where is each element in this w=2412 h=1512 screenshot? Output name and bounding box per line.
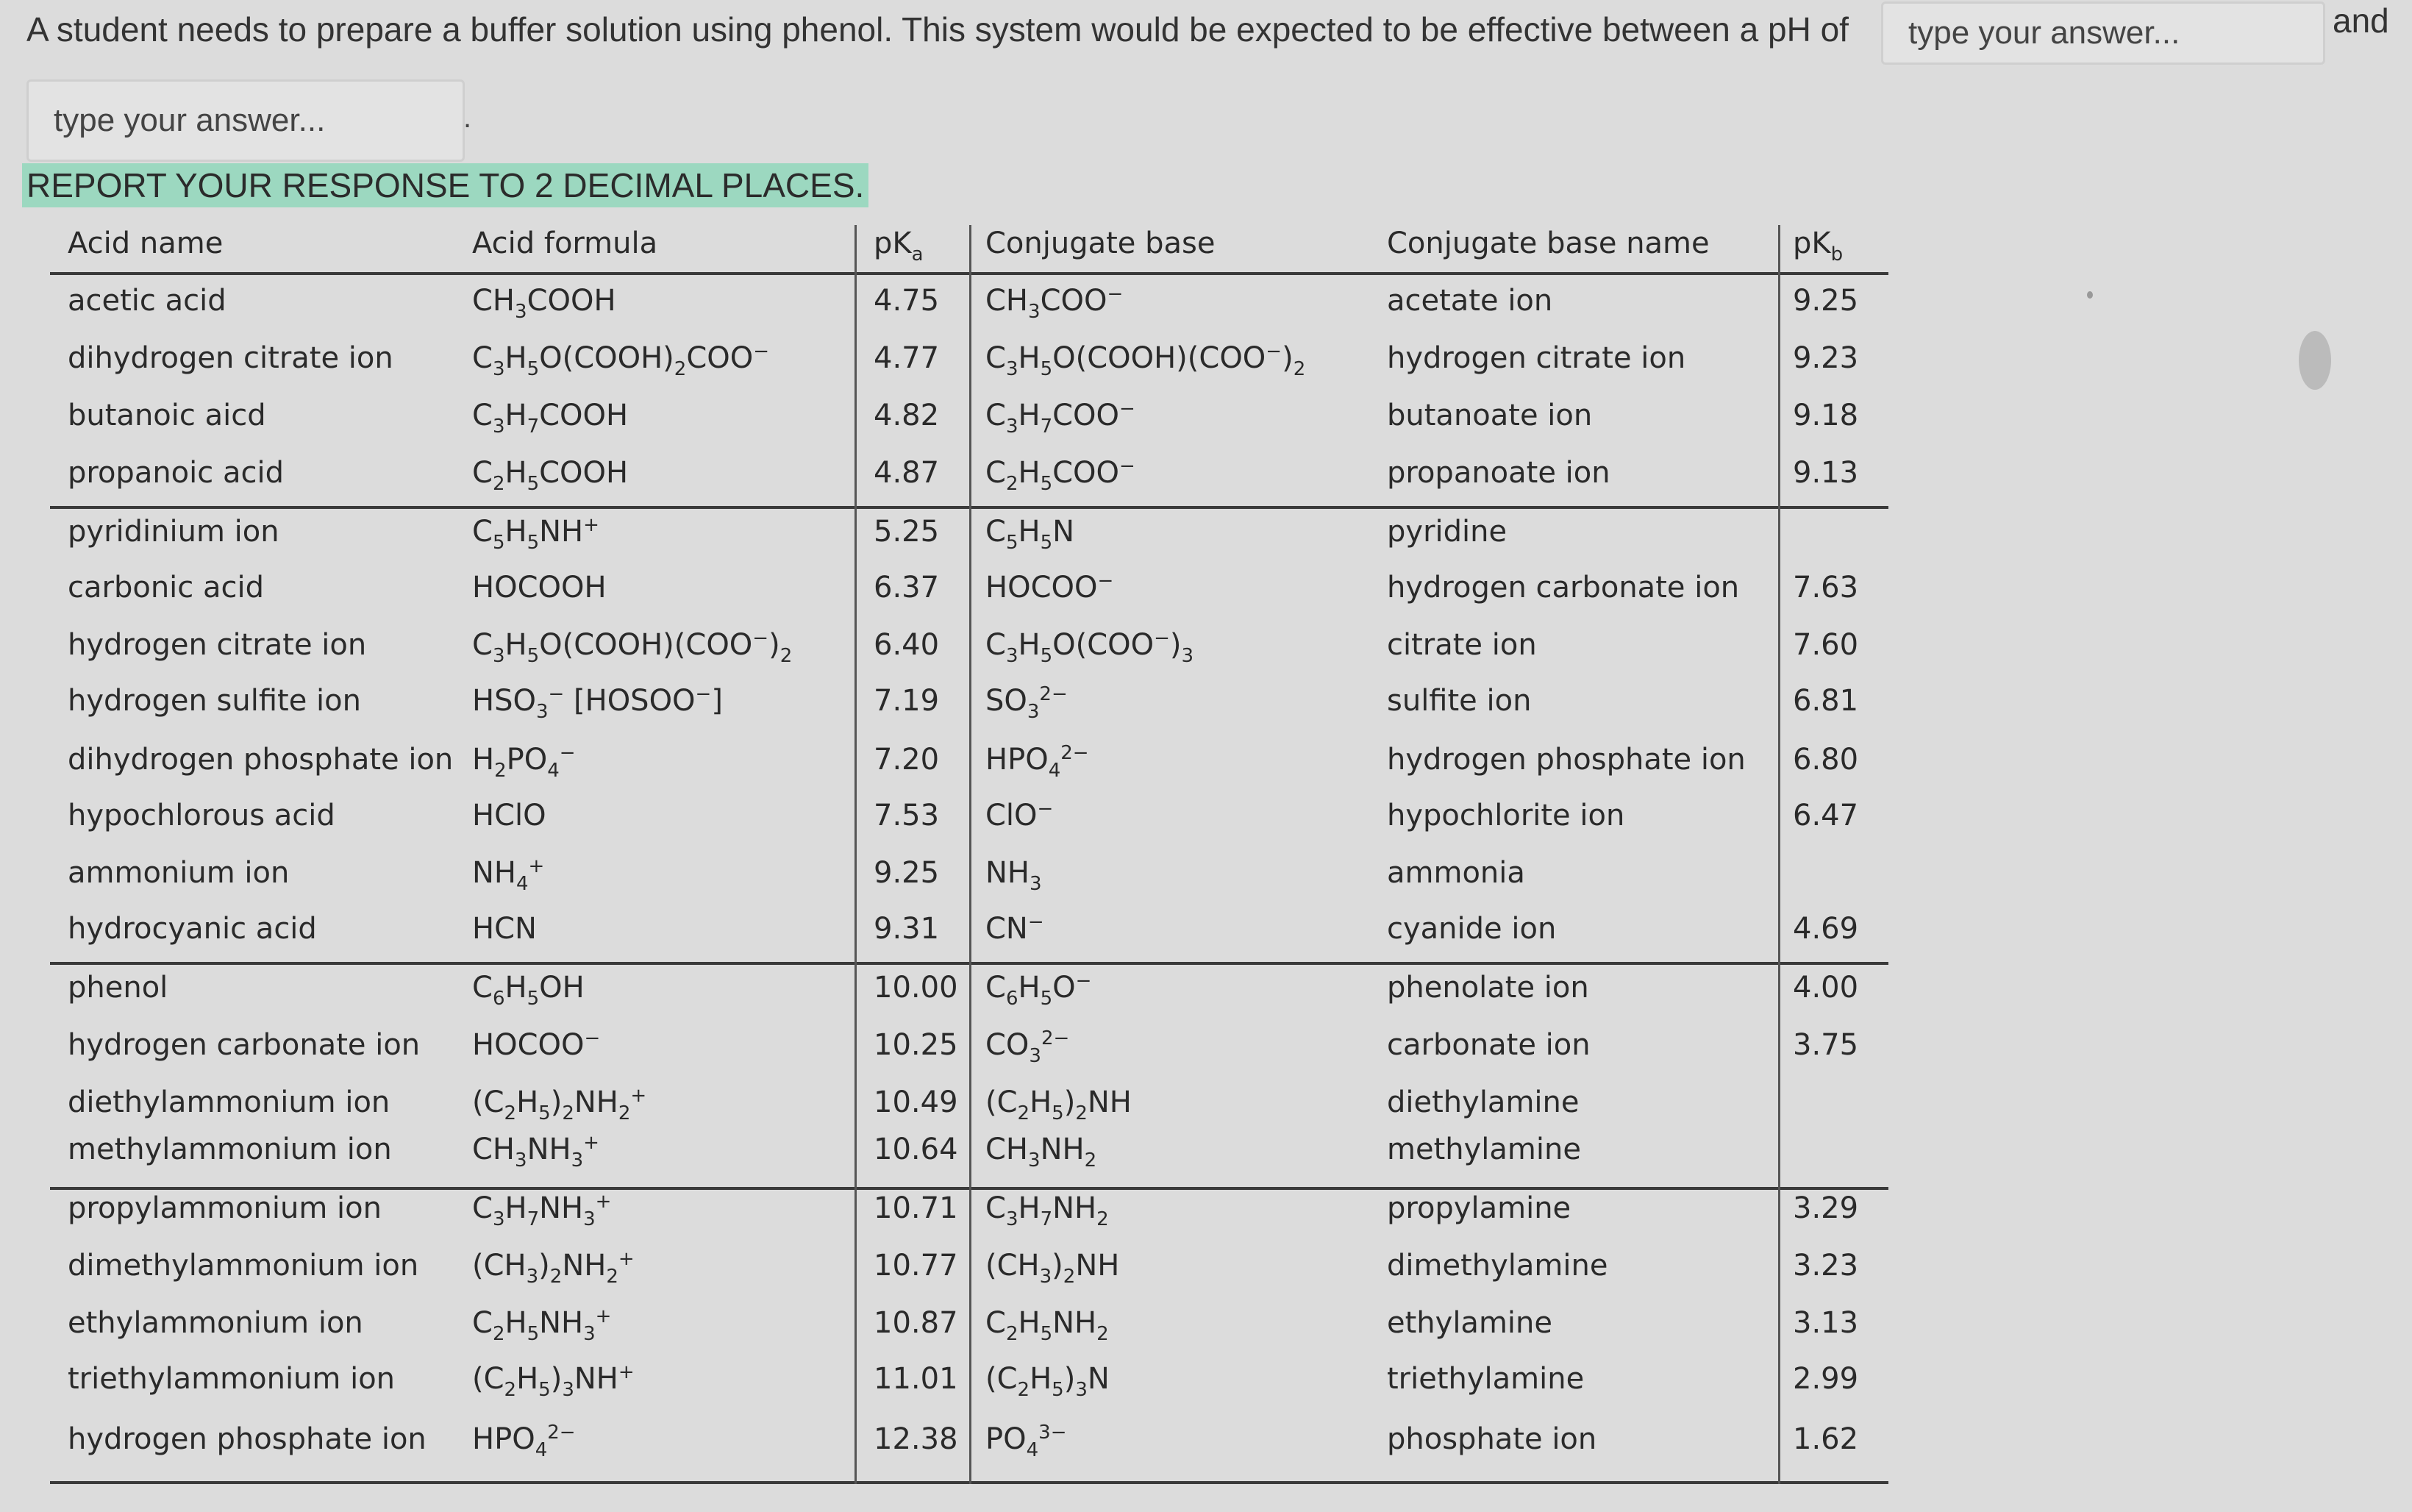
- acid-formula-cell: $CH_3NH_3^+$: [472, 1132, 599, 1172]
- ph-upper-answer-input[interactable]: [26, 79, 465, 162]
- pkb-cell: 7.60: [1793, 628, 1859, 662]
- ph-lower-answer-input[interactable]: [1881, 1, 2325, 65]
- conjugate-base-cell: $PO_4^{3-}$: [985, 1422, 1067, 1461]
- question-prompt: A student needs to prepare a buffer solution using phenol. This system would be expected to be effective between a pH of: [26, 10, 1849, 49]
- conjugate-base-name-cell: acetate ion: [1387, 284, 1553, 318]
- conjugate-base-name-cell: ammonia: [1387, 856, 1525, 890]
- conjugate-base-name-cell: pyridine: [1387, 515, 1508, 549]
- column-divider: [1778, 225, 1780, 1484]
- pka-cell: 6.37: [874, 571, 940, 605]
- acid-formula-cell: HCN: [472, 912, 537, 946]
- acid-name-cell: carbonic acid: [68, 571, 264, 605]
- pkb-cell: 4.69: [1793, 912, 1859, 946]
- pkb-cell: 7.63: [1793, 571, 1859, 605]
- acid-formula-cell: $HPO_4^{2-}$: [472, 1422, 576, 1461]
- conjugate-base-cell: $C_3H_5O(COO^-)_3$: [985, 627, 1194, 667]
- instruction-highlight: REPORT YOUR RESPONSE TO 2 DECIMAL PLACES.: [22, 163, 868, 207]
- pka-cell: 10.49: [874, 1085, 958, 1119]
- conjugate-base-cell: $C_5H_5N$: [985, 515, 1075, 554]
- conjugate-base-cell: $(CH_3)_2NH$: [985, 1249, 1120, 1288]
- pkb-cell: 9.18: [1793, 399, 1859, 432]
- conjugate-base-cell: $(C_2H_5)_3N$: [985, 1362, 1110, 1401]
- conjugate-base-name-cell: citrate ion: [1387, 628, 1537, 662]
- acid-name-cell: dihydrogen phosphate ion: [68, 743, 454, 777]
- conjugate-base-name-cell: hydrogen carbonate ion: [1387, 571, 1740, 605]
- pka-cell: 4.77: [874, 341, 940, 375]
- acid-name-cell: hydrogen phosphate ion: [68, 1422, 427, 1456]
- pka-cell: 10.71: [874, 1191, 958, 1225]
- acid-formula-cell: $CH_3COOH$: [472, 284, 616, 323]
- acid-name-cell: phenol: [68, 971, 168, 1005]
- acid-name-cell: diethylammonium ion: [68, 1085, 390, 1119]
- acid-name-cell: methylammonium ion: [68, 1133, 392, 1166]
- conjugate-base-name-cell: hydrogen citrate ion: [1387, 341, 1686, 375]
- acid-formula-cell: $(CH_3)_2NH_2^+$: [472, 1248, 635, 1288]
- conjugate-base-cell: $CH_3NH_2$: [985, 1133, 1097, 1172]
- acid-name-cell: hypochlorous acid: [68, 799, 335, 832]
- pka-cell: 10.77: [874, 1249, 958, 1283]
- acid-name-cell: propanoic acid: [68, 456, 284, 490]
- acid-formula-cell: $C_2H_5NH_3^+$: [472, 1305, 612, 1345]
- conjugate-base-cell: $CH_3COO^-$: [985, 283, 1124, 323]
- acid-name-cell: hydrogen citrate ion: [68, 628, 367, 662]
- acid-formula-cell: $H_2PO_4^-$: [472, 742, 576, 782]
- acid-formula-cell: HClO: [472, 799, 546, 832]
- header-acid-formula: Acid formula: [472, 227, 658, 260]
- pkb-cell: 1.62: [1793, 1422, 1859, 1456]
- header-pkb: $pK_b$: [1793, 227, 1844, 265]
- acid-name-cell: hydrocyanic acid: [68, 912, 317, 946]
- conjugate-base-cell: $C_2H_5NH_2$: [985, 1306, 1109, 1345]
- conjugate-base-cell: $C_3H_5O(COOH)(COO^-)_2$: [985, 340, 1306, 380]
- conjugate-base-name-cell: triethylamine: [1387, 1362, 1585, 1396]
- pka-cell: 9.25: [874, 856, 940, 890]
- acid-name-cell: propylammonium ion: [68, 1191, 382, 1225]
- acid-name-cell: butanoic aicd: [68, 399, 266, 432]
- pka-cell: 9.31: [874, 912, 940, 946]
- acid-name-cell: triethylammonium ion: [68, 1362, 396, 1396]
- acid-formula-cell: HOCOO−: [472, 1027, 601, 1062]
- pka-cell: 4.75: [874, 284, 940, 318]
- pkb-cell: 9.13: [1793, 456, 1859, 490]
- pkb-cell: 4.00: [1793, 971, 1859, 1005]
- header-conj-base-name: Conjugate base name: [1387, 227, 1710, 260]
- conjugate-base-cell: $C_3H_7NH_2$: [985, 1191, 1109, 1230]
- pka-cell: 4.87: [874, 456, 940, 490]
- acid-formula-cell: $C_6H_5OH$: [472, 971, 585, 1010]
- pka-cell: 10.25: [874, 1028, 958, 1062]
- conjugate-base-name-cell: dimethylamine: [1387, 1249, 1608, 1283]
- pkb-cell: 3.75: [1793, 1028, 1859, 1062]
- pka-cell: 4.82: [874, 399, 940, 432]
- conjugate-base-name-cell: hydrogen phosphate ion: [1387, 743, 1746, 777]
- conjugate-base-name-cell: propanoate ion: [1387, 456, 1610, 490]
- conjugate-base-name-cell: sulfite ion: [1387, 684, 1532, 718]
- conjugate-base-name-cell: propylamine: [1387, 1191, 1571, 1225]
- pka-cell: 7.19: [874, 684, 940, 718]
- pka-cell: 6.40: [874, 628, 940, 662]
- conjugate-base-cell: $HPO_4^{2-}$: [985, 742, 1089, 782]
- conjugate-base-cell: $(C_2H_5)_2NH$: [985, 1085, 1132, 1124]
- pkb-cell: 2.99: [1793, 1362, 1859, 1396]
- acid-formula-cell: $C_3H_7COOH$: [472, 399, 629, 438]
- pka-cell: 7.20: [874, 743, 940, 777]
- sentence-period: .: [463, 101, 472, 134]
- conjugate-base-name-cell: ethylamine: [1387, 1306, 1552, 1340]
- acid-formula-cell: $C_2H_5COOH$: [472, 456, 629, 495]
- pkb-cell: 6.80: [1793, 743, 1859, 777]
- pkb-cell: 9.23: [1793, 341, 1859, 375]
- acid-formula-cell: HOCOOH: [472, 571, 607, 605]
- conjugate-base-cell: $NH_3$: [985, 856, 1042, 895]
- conjugate-base-name-cell: butanoate ion: [1387, 399, 1593, 432]
- conjugate-base-cell: $C_2H_5COO^-$: [985, 455, 1135, 495]
- acid-name-cell: dimethylammonium ion: [68, 1249, 419, 1283]
- conjugate-base-cell: CN−: [985, 911, 1044, 946]
- pka-cell: 10.64: [874, 1133, 958, 1166]
- pka-cell: 5.25: [874, 515, 940, 549]
- pka-cell: 12.38: [874, 1422, 958, 1456]
- conjugate-base-name-cell: phenolate ion: [1387, 971, 1589, 1005]
- header-acid-name: Acid name: [68, 227, 224, 260]
- conjugate-base-name-cell: diethylamine: [1387, 1085, 1580, 1119]
- acid-name-cell: hydrogen sulfite ion: [68, 684, 361, 718]
- acid-formula-cell: $C_3H_7NH_3^+$: [472, 1191, 612, 1230]
- acid-formula-cell: $(C_2H_5)_3NH^+$: [472, 1361, 635, 1401]
- acid-name-cell: pyridinium ion: [68, 515, 279, 549]
- header-pka: $pK_a$: [874, 227, 924, 265]
- header-conj-base: Conjugate base: [985, 227, 1216, 260]
- pkb-cell: 6.81: [1793, 684, 1859, 718]
- pka-cell: 10.87: [874, 1306, 958, 1340]
- conjugate-base-name-cell: cyanide ion: [1387, 912, 1557, 946]
- conjugate-base-cell: $C_6H_5O^-$: [985, 970, 1092, 1010]
- acid-formula-cell: $NH_4^+$: [472, 855, 545, 895]
- pkb-cell: 3.23: [1793, 1249, 1859, 1283]
- acid-name-cell: ethylammonium ion: [68, 1306, 363, 1340]
- screen-speck: [2087, 291, 2093, 299]
- connector-text: and: [2333, 1, 2389, 40]
- pka-cell: 10.00: [874, 971, 958, 1005]
- conjugate-base-name-cell: carbonate ion: [1387, 1028, 1591, 1062]
- acid-base-table: [50, 221, 1888, 1486]
- pkb-cell: 3.13: [1793, 1306, 1859, 1340]
- acid-formula-cell: $C_5H_5NH^+$: [472, 514, 599, 554]
- conjugate-base-cell: $CO_3^{2-}$: [985, 1027, 1070, 1067]
- pkb-cell: 3.29: [1793, 1191, 1859, 1225]
- conjugate-base-cell: ClO−: [985, 798, 1054, 832]
- acid-name-cell: hydrogen carbonate ion: [68, 1028, 421, 1062]
- acid-name-cell: ammonium ion: [68, 856, 290, 890]
- conjugate-base-name-cell: phosphate ion: [1387, 1422, 1597, 1456]
- pka-cell: 11.01: [874, 1362, 958, 1396]
- acid-formula-cell: $C_3H_5O(COOH)_2COO^-$: [472, 340, 770, 380]
- screen-speck: [2299, 331, 2331, 390]
- acid-formula-cell: $C_3H_5O(COOH)(COO^-)_2$: [472, 627, 793, 667]
- pkb-cell: 6.47: [1793, 799, 1859, 832]
- acid-name-cell: acetic acid: [68, 284, 226, 318]
- acid-formula-cell: $HSO_3^-$ [HOSOO−]: [472, 683, 723, 723]
- conjugate-base-name-cell: methylamine: [1387, 1133, 1581, 1166]
- conjugate-base-name-cell: hypochlorite ion: [1387, 799, 1625, 832]
- acid-name-cell: dihydrogen citrate ion: [68, 341, 393, 375]
- conjugate-base-cell: $C_3H_7COO^-$: [985, 398, 1135, 438]
- column-divider: [854, 225, 857, 1484]
- acid-formula-cell: $(C_2H_5)_2NH_2^+$: [472, 1085, 647, 1124]
- conjugate-base-cell: HOCOO−: [985, 570, 1114, 605]
- pka-cell: 7.53: [874, 799, 940, 832]
- conjugate-base-cell: $SO_3^{2-}$: [985, 683, 1068, 723]
- column-divider: [969, 225, 971, 1484]
- pkb-cell: 9.25: [1793, 284, 1859, 318]
